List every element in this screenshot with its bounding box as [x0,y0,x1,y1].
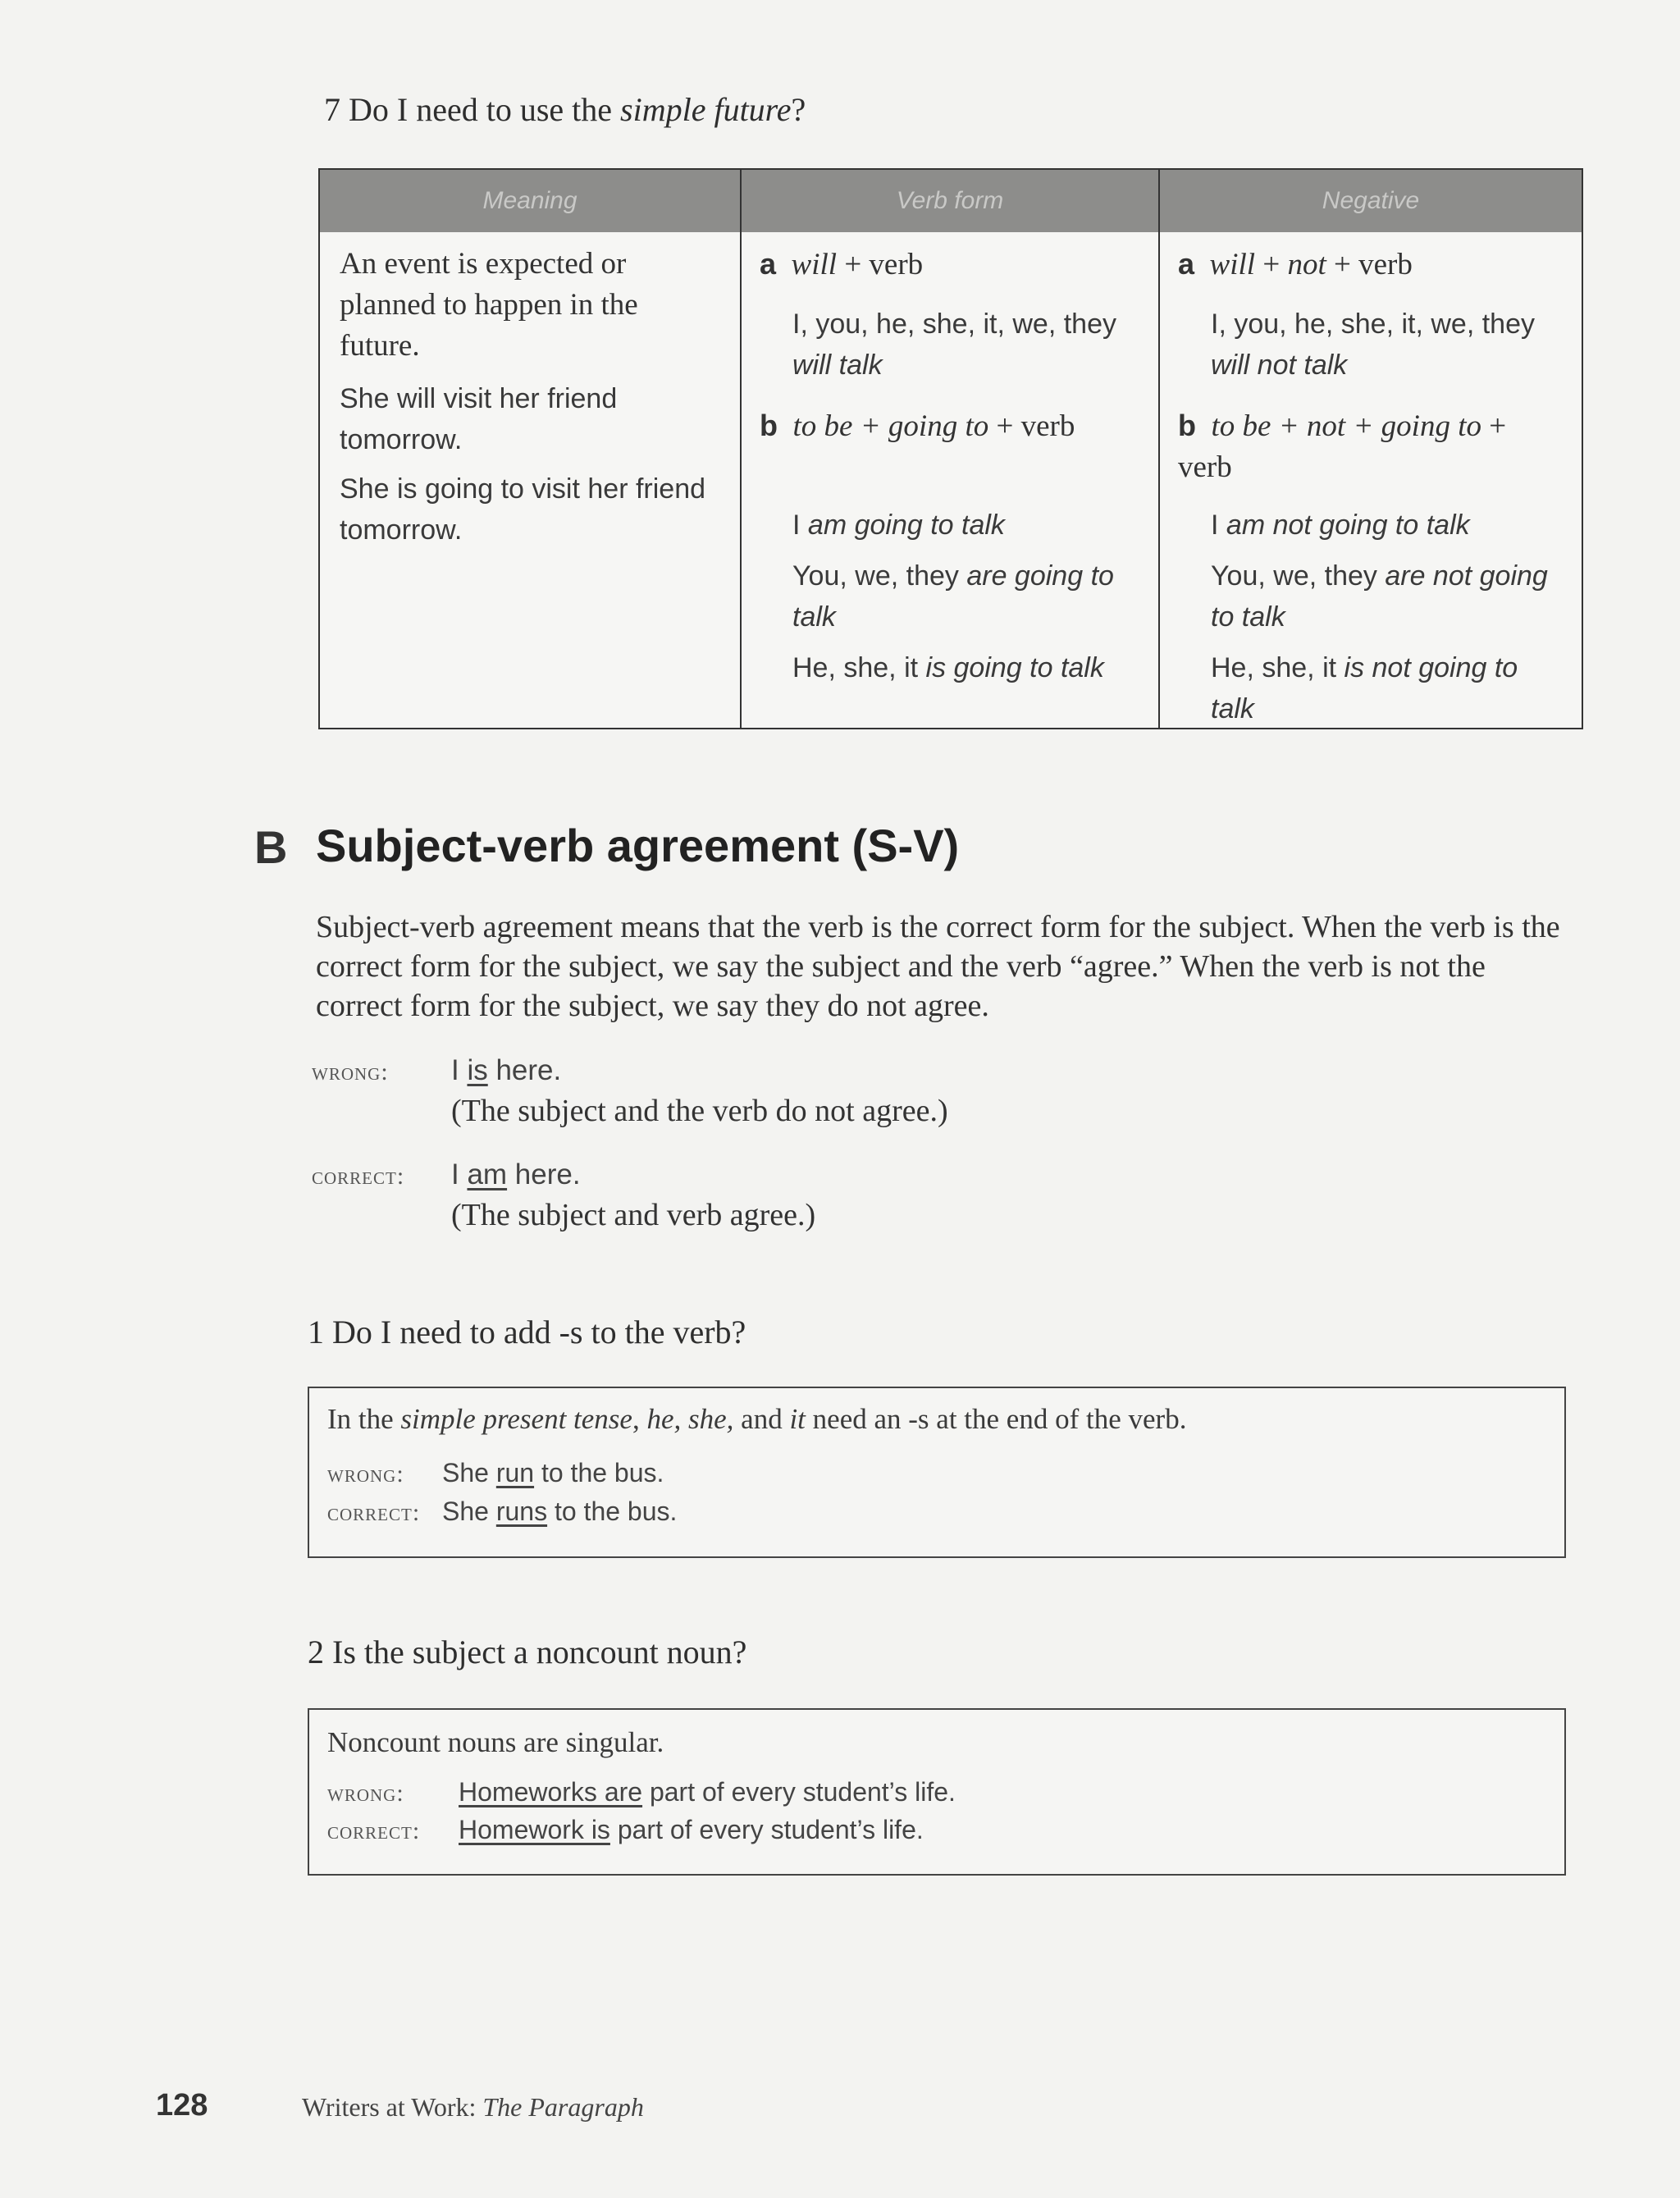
sentence-pre: I [451,1158,468,1190]
rule-rest: + verb [837,248,924,281]
wrong-subject: Homeworks are [459,1777,643,1807]
sentence-post: here. [487,1054,562,1086]
section-paragraph: Subject-verb agreement means that the verb is the correct form for the subject. When the verb is the correct form for the subject, we say the subject and the verb “agree.” When the verb is not the correct form for the subject, we say they do not agree. [316,910,1560,1023]
q1-wrong-sentence [442,1458,664,1487]
q1-correct-sentence [442,1497,677,1526]
verb-form-b-example-2 [792,555,1137,637]
q2-wrong [327,1777,956,1807]
negative-b-example-2 [1211,555,1564,637]
rule-italic: to be + going to [792,409,989,443]
rule-italic: will [1209,248,1256,281]
header-meaning: Meaning [320,170,740,232]
q7-heading [324,90,806,129]
q7-text: Do I need to use the [349,91,613,128]
verb-form-b-example-3 [792,647,1137,688]
rule-italic: simple present tense [400,1403,632,1435]
meaning-cell [340,244,717,551]
ex-italic: am not going to talk [1226,510,1470,541]
rule-rest: + verb [1326,248,1413,281]
verb-form-a-pronouns: I, you, he, she, it, we, they [792,308,1116,340]
wrong-verb: run [495,1458,535,1487]
verb-form-b-example-1 [792,505,1137,546]
verb-form-a-rule [760,244,1137,286]
wrong-sentence [451,1054,561,1086]
label-a: a [760,247,777,281]
sentence-pre: She [442,1458,496,1487]
correct-example [312,1158,581,1191]
rule-post: need an -s at the end of the verb. [805,1403,1187,1435]
q1-correct [327,1497,677,1527]
rule-mid: and [733,1403,790,1435]
header-verb-form: Verb form [742,170,1158,232]
q7-number: 7 [324,91,340,128]
ex-pre: You, we, they [1211,560,1386,592]
rule-italic: to be + not + going to [1211,409,1481,443]
ex-pre: I [792,510,808,541]
ex-pre: You, we, they [792,560,967,592]
sentence-post: to the bus. [547,1497,678,1526]
negative-a-pronouns: I, you, he, she, it, we, they [1211,308,1535,340]
correct-label: correct: [327,1499,421,1526]
sentence-post: to the bus. [534,1458,664,1487]
correct-sentence [451,1158,581,1190]
rule-rest: + verb [1178,409,1507,484]
verb-form-cell [760,244,1137,688]
correct-subject: Homework is [459,1815,610,1844]
rule-italic: not [1287,248,1326,281]
meaning-example-2: She is going to visit her friend tomorrow. [340,473,706,546]
rule-rest: + verb [988,409,1075,443]
negative-a-example: will not talk [1211,350,1348,381]
q1-wrong [327,1458,664,1488]
ex-italic: is going to talk [925,652,1104,683]
rule-mid: + [1255,248,1288,281]
book-title-main: Writers at Work: [302,2092,483,2122]
q2-correct [327,1815,924,1845]
q2-rule-box [308,1708,1566,1876]
label-b: b [1178,409,1196,442]
q7-italic: simple future [620,91,792,128]
wrong-label: wrong: [327,1780,404,1807]
ex-italic: is not going to talk [1211,652,1518,724]
rule-pre: In the [327,1403,401,1435]
sentence-post: part of every student’s life. [609,1815,924,1844]
correct-verb: runs [495,1497,548,1526]
column-divider [1158,170,1160,728]
verb-form-a-example: will talk [792,350,883,381]
sentence-post: here. [507,1158,581,1190]
correct-label: correct: [327,1817,421,1844]
book-title [302,2092,644,2123]
page-number: 128 [156,2088,208,2123]
wrong-label: wrong: [312,1058,389,1085]
ex-italic: am going to talk [807,510,1005,541]
negative-b-rule [1178,405,1564,488]
column-divider [740,170,742,728]
sentence-pre: I [451,1054,468,1086]
correct-note: (The subject and verb agree.) [451,1198,816,1232]
q1-rule-box [308,1387,1566,1558]
wrong-note: (The subject and the verb do not agree.) [451,1094,948,1128]
label-a: a [1178,247,1195,281]
meaning-example-1: She will visit her friend tomorrow. [340,383,618,455]
rule-italic: he, she, [646,1403,734,1435]
simple-future-table [318,168,1583,729]
q2-correct-sentence [459,1815,924,1844]
verb-form-b-rule [760,405,1137,447]
rule-italic: will [791,248,838,281]
wrong-label: wrong: [327,1460,404,1487]
q2-rule: Noncount nouns are singular. [327,1726,664,1758]
rule-italic: it [789,1403,806,1435]
q7-end: ? [791,91,806,128]
negative-b-example-1 [1211,505,1564,546]
q1-rule [327,1403,1186,1436]
q2-heading: 2 Is the subject a noncount noun? [308,1634,747,1670]
ex-pre: He, she, it [1211,652,1344,683]
meaning-definition: An event is expected or planned to happen in the future. [340,247,638,363]
rule-mid: , [632,1403,647,1435]
q2-wrong-sentence [459,1777,956,1807]
wrong-example [312,1054,561,1087]
section-letter: B [254,821,288,873]
ex-pre: I [1211,510,1226,541]
sentence-post: part of every student’s life. [642,1777,956,1807]
negative-a-rule [1178,244,1564,286]
q1-heading: 1 Do I need to add -s to the verb? [308,1314,746,1350]
ex-italic: are not going to talk [1211,560,1548,633]
correct-label: correct: [312,1163,405,1190]
label-b: b [760,409,778,442]
correct-verb: am [467,1158,508,1190]
header-negative: Negative [1160,170,1582,232]
wrong-verb: is [467,1054,488,1086]
negative-b-example-3 [1211,647,1564,729]
ex-italic: are going to talk [792,560,1114,633]
book-subtitle: The Paragraph [482,2092,644,2122]
negative-cell [1178,244,1564,729]
ex-pre: He, she, it [792,652,926,683]
section-title: Subject-verb agreement (S-V) [316,820,960,871]
sentence-pre: She [442,1497,496,1526]
